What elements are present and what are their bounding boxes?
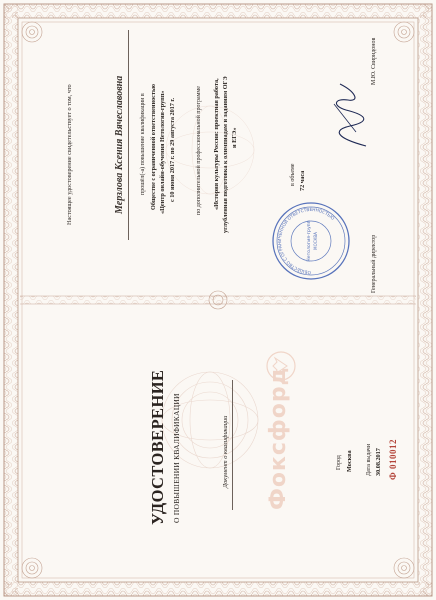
study-period: с 10 июня 2017 г. по 29 августа 2017 г. <box>169 97 176 202</box>
organization-line-2: «Центр онлайн-обучения Нетология-групп» <box>159 90 166 214</box>
organization-line-1: Обществе с ограниченной ответственностью <box>150 84 157 210</box>
document-type: Документ о квалификации <box>222 415 229 488</box>
stamp-city: МОСКВА <box>313 232 318 250</box>
volume-label: в объеме <box>290 163 296 186</box>
document-title: УДОСТОВЕРЕНИЕ <box>148 369 167 525</box>
recipient-name: Мерзлова Ксения Вячеславовна <box>114 75 125 214</box>
program-line-2: углубленная подготовка к олимпиадам и заданиям ОГЭ <box>222 76 229 233</box>
director-label: Генеральный директор <box>371 234 377 293</box>
program-line-3: и ЕГЭ» <box>231 127 238 148</box>
fox-emblem <box>265 350 297 382</box>
name-underline <box>128 30 129 240</box>
doc-type-underline <box>232 380 233 510</box>
volume-value: 72 часа <box>299 170 306 191</box>
issue-date-label: Дата выдачи <box>366 443 372 476</box>
program-intro: по дополнительной профессиональной программе <box>196 86 202 215</box>
city-label: Город <box>336 455 342 470</box>
city-value: Москва <box>346 450 353 472</box>
serial-number: Ф 010012 <box>388 439 398 480</box>
stamp-ring-text: ОБЩЕСТВО С ОГРАНИЧЕННОЙ ОТВЕТСТВЕННОСТЬЮ <box>277 207 335 275</box>
program-line-1: «История культуры России: проектная работа, <box>213 78 220 210</box>
organization-stamp <box>270 200 352 282</box>
document-subtitle: О ПОВЫШЕНИИ КВАЛИФИКАЦИИ <box>172 393 181 523</box>
issue-date-value: 30.08.2017 <box>375 448 382 476</box>
intro-text: Настоящее удостоверение свидетельствует о том, что <box>66 84 73 225</box>
passed-text: прошёл(-а) повышение квалификации в <box>140 93 146 195</box>
director-signature <box>326 80 374 150</box>
foxford-logo: Фоксфорд <box>266 366 291 510</box>
stamp-center-text: Нетология-групп <box>307 220 312 262</box>
director-name: М.Ю. Свиридонов <box>371 37 377 85</box>
